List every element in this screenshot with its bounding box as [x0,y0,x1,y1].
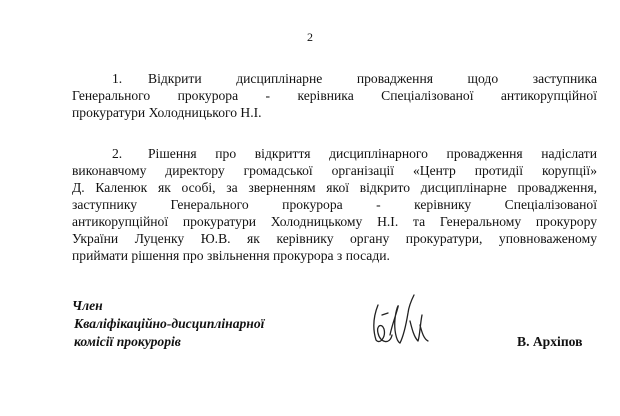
handwritten-signature-icon [360,285,440,355]
paragraph-1-text-1: Відкрити дисциплінарне провадження щодо заступника [148,71,597,86]
paragraph-2-number: 2. [112,146,123,161]
paragraph-2-line-4: заступнику Генерального прокурора - керівнику Спеціалізованої [72,197,597,212]
paragraph-1-line-2: Генерального прокурора - керівника Спеціалізованої антикорупційної [72,88,597,103]
paragraph-1-number: 1. [112,71,123,86]
paragraph-2-line-3: Д. Каленюк як особі, за зверненням якої відкрито дисциплінарне провадження, [72,180,597,195]
paragraph-1-line-3: прокуратури Холодницького Н.І. [72,105,262,120]
paragraph-2-text-1: Рішення про відкриття дисциплінарного провадження надіслати [148,146,597,161]
paragraph-2-line-7: приймати рішення про звільнення прокурора з посади. [72,248,390,263]
paragraph-2-line-2: виконавчому директору громадської організації «Центр протидії корупції» [72,163,597,178]
signer-name: В. Архіпов [517,334,583,349]
paragraph-2-line-5: антикорупційної прокуратури Холодницькому Н.І. та Генеральному прокурору [72,214,597,229]
paragraph-2-line-1 [72,145,597,162]
paragraph-1 [72,70,597,121]
paragraph-1-line-1 [72,70,597,87]
paragraph-2-line-6: України Луценку Ю.В. як керівнику органу прокуратури, уповноваженому [72,231,597,246]
paragraph-2 [72,145,597,264]
page-number: 2 [307,30,313,44]
signatory-title-line-2: Кваліфікаційно-дисциплінарної [74,316,265,331]
signatory-title [72,297,264,351]
signatory-title-line-1: Член [72,298,103,313]
signatory-title-line-3: комісії прокурорів [74,334,181,349]
